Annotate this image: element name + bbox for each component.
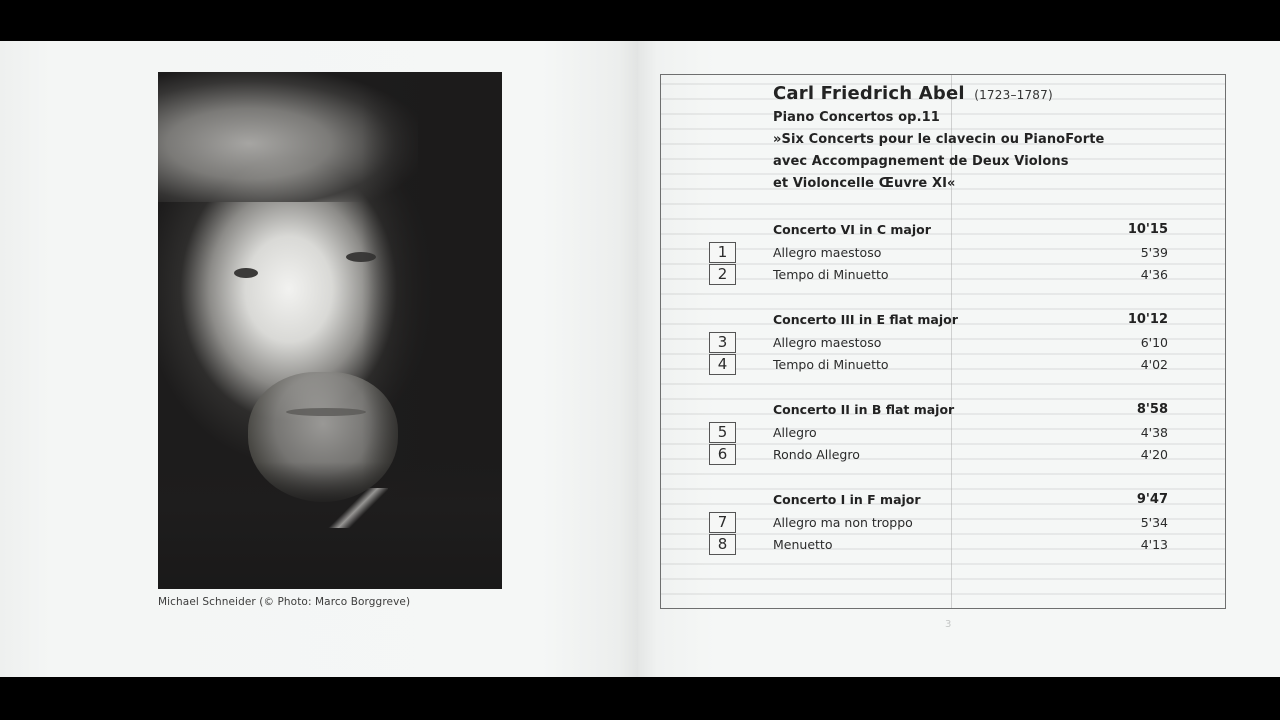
track-number-box: 2	[709, 264, 736, 285]
track-number-box: 5	[709, 422, 736, 443]
original-title-line-1: »Six Concerts pour le clavecin ou PianoForte	[773, 132, 1105, 147]
track-number-box: 3	[709, 332, 736, 353]
track-time: 6'10	[1140, 335, 1168, 350]
track-time: 4'36	[1140, 267, 1168, 282]
track-row	[661, 512, 1227, 534]
composer-name: Carl Friedrich Abel	[773, 83, 965, 104]
left-page	[0, 41, 638, 677]
track-title: Tempo di Minuetto	[773, 267, 889, 282]
concerto-total-time: 10'15	[1127, 222, 1168, 237]
track-number-box: 1	[709, 242, 736, 263]
track-title: Tempo di Minuetto	[773, 357, 889, 372]
concerto-title: Concerto III in E flat major	[773, 312, 958, 327]
page-number: 3	[945, 619, 952, 630]
photo-mouth	[286, 408, 366, 416]
track-time: 4'20	[1140, 447, 1168, 462]
track-time: 4'13	[1140, 537, 1168, 552]
track-row	[661, 242, 1227, 264]
booklet-spread	[0, 41, 1280, 677]
album-header	[773, 82, 1104, 195]
photo-eye-left	[234, 268, 258, 278]
composer-line	[773, 82, 1104, 107]
concerto-total-time: 10'12	[1127, 312, 1168, 327]
original-title-line-2: avec Accompagnement de Deux Violons	[773, 154, 1069, 169]
track-row	[661, 332, 1227, 354]
composer-dates: (1723–1787)	[974, 88, 1053, 102]
track-title: Allegro	[773, 425, 817, 440]
track-time: 4'38	[1140, 425, 1168, 440]
track-row	[661, 264, 1227, 286]
track-title: Allegro maestoso	[773, 335, 882, 350]
concerto-title: Concerto I in F major	[773, 492, 921, 507]
track-title: Allegro maestoso	[773, 245, 882, 260]
photo-collar	[328, 488, 388, 528]
track-row	[661, 422, 1227, 444]
track-row	[661, 444, 1227, 466]
tracklist-frame	[660, 74, 1226, 609]
track-title: Menuetto	[773, 537, 833, 552]
concerto-title: Concerto VI in C major	[773, 222, 931, 237]
track-number-box: 4	[709, 354, 736, 375]
letterbox-bottom	[0, 677, 1280, 720]
track-number-box: 8	[709, 534, 736, 555]
track-time: 4'02	[1140, 357, 1168, 372]
photo-caption: Michael Schneider (© Photo: Marco Borggreve)	[158, 596, 411, 608]
track-title: Allegro ma non troppo	[773, 515, 913, 530]
letterbox-top	[0, 0, 1280, 41]
concerto-total-time: 8'58	[1136, 402, 1168, 417]
work-title: Piano Concertos op.11	[773, 110, 940, 125]
original-title-line-3: et Violoncelle Œuvre XI«	[773, 176, 956, 191]
concerto-title: Concerto II in B flat major	[773, 402, 955, 417]
right-page	[638, 41, 1280, 677]
track-number-box: 6	[709, 444, 736, 465]
track-time: 5'39	[1140, 245, 1168, 260]
track-row	[661, 534, 1227, 556]
portrait-photo	[158, 72, 502, 589]
track-time: 5'34	[1140, 515, 1168, 530]
concerto-total-time: 9'47	[1136, 492, 1168, 507]
track-title: Rondo Allegro	[773, 447, 860, 462]
track-row	[661, 354, 1227, 376]
track-number-box: 7	[709, 512, 736, 533]
